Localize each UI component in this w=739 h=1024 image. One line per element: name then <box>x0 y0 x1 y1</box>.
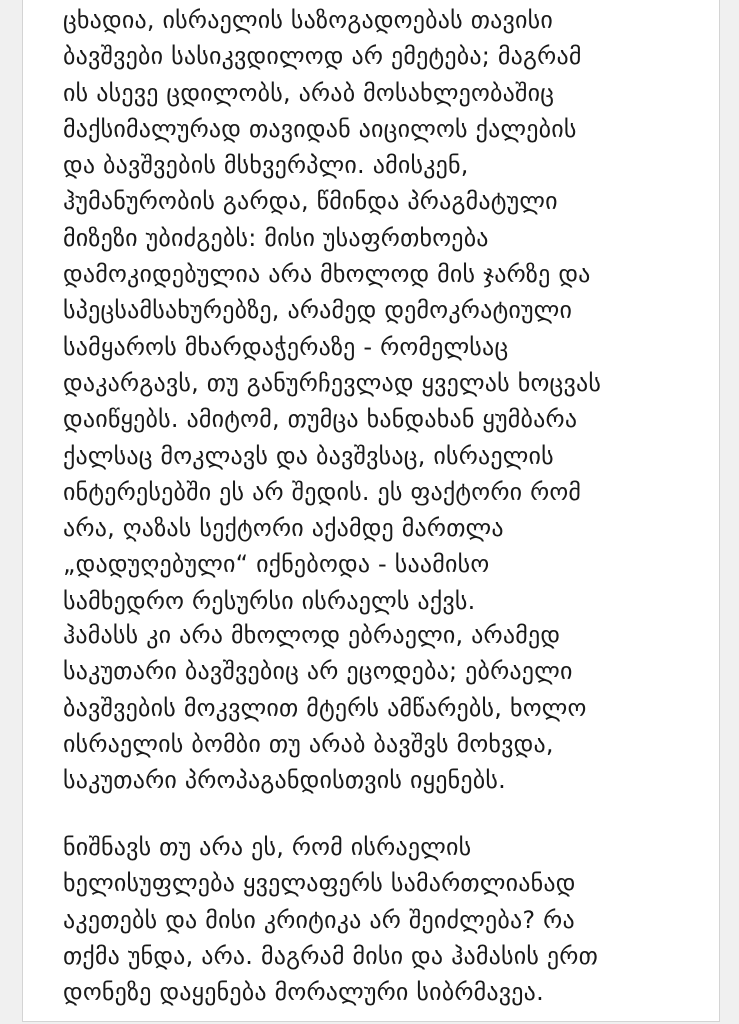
text-line: ცხადია, ისრაელის საზოგადოებას თავისი <box>63 6 554 34</box>
text-line: მიზეზი უბიძგებს: მისი უსაფრთხოება <box>63 223 489 252</box>
text-line: „დადუღებული“ იქნებოდა - საამისო <box>63 550 490 579</box>
text-line: ხელისუფლება ყველაფერს სამართლიანად <box>63 869 576 898</box>
text-line: ინტერესებში ეს არ შედის. ეს ფაქტორი რომ <box>63 477 582 506</box>
text-line: თქმა უნდა, არა. მაგრამ მისი და ჰამასის ერთ <box>63 941 599 970</box>
text-line: სამყაროს მხარდაჭერაზე - რომელსაც <box>63 332 509 361</box>
text-line: და ბავშვების მსხვერპლი. ამისკენ, <box>63 151 469 180</box>
text-line: დაიწყებს. ამიტომ, თუმცა ხანდახან ყუმბარა <box>63 405 578 434</box>
text-line: საკუთარი ბავშვებიც არ ეცოდება; ებრაელი <box>63 657 573 686</box>
text-line: სამხედრო რესურსი ისრაელს აქვს. <box>63 586 476 615</box>
text-line: ჰამასს კი არა მხოლოდ ებრაელი, არამედ <box>63 621 561 649</box>
text-line: ის ასევე ცდილობს, არაბ მოსახლეობაშიც <box>63 78 555 107</box>
text-line: ნიშნავს თუ არა ეს, რომ ისრაელის <box>63 833 472 861</box>
document-page <box>22 0 720 1022</box>
paragraph <box>63 829 711 1010</box>
text-line: არა, ღაზას სექტორი აქამდე მართლა <box>63 514 504 543</box>
text-line: დაკარგავს, თუ განურჩევლად ყველას ხოცვას <box>63 368 602 397</box>
text-line: მაქსიმალურად თავიდან აიცილოს ქალების <box>63 114 577 143</box>
paragraph <box>63 2 711 619</box>
text-line: სპეცსამსახურებზე, არამედ დემოკრატიული <box>63 296 573 325</box>
text-line: ბავშვები სასიკვდილოდ არ ემეტება; მაგრამ <box>63 42 582 71</box>
text-line: საკუთარი პროპაგანდისთვის იყენებს. <box>63 766 506 795</box>
text-line: აკეთებს და მისი კრიტიკა არ შეიძლება? რა <box>63 905 575 934</box>
text-line: დონეზე დაყენება მორალური სიბრმავეა. <box>63 978 544 1007</box>
text-line: ისრაელის ბომბი თუ არაბ ბავშვს მოხვდა, <box>63 729 554 758</box>
text-line: ქალსაც მოკლავს და ბავშვსაც, ისრაელის <box>63 441 554 470</box>
text-line: ჰუმანურობის გარდა, წმინდა პრაგმატული <box>63 187 558 216</box>
text-line: ბავშვების მოკვლით მტერს ამწარებს, ხოლო <box>63 693 587 722</box>
paragraph <box>63 617 711 798</box>
text-line: დამოკიდებულია არა მხოლოდ მის ჯარზე და <box>63 260 591 289</box>
